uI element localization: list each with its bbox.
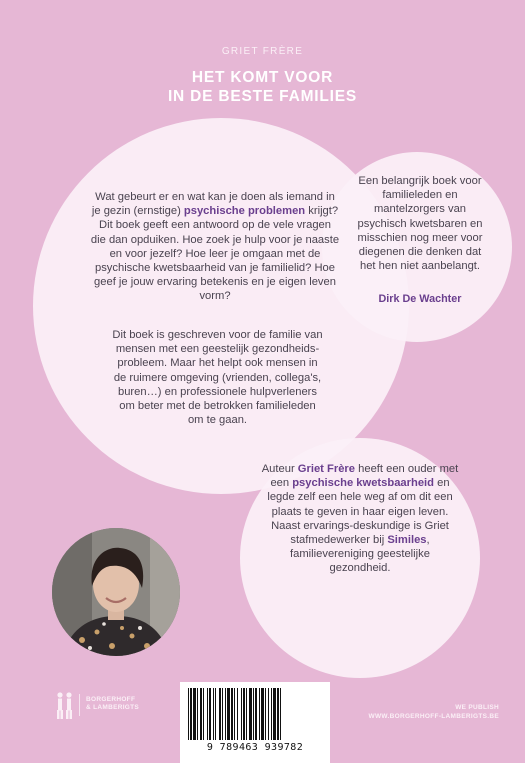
barcode-bar bbox=[222, 688, 223, 740]
barcode-bars-icon bbox=[186, 688, 322, 740]
barcode-bar bbox=[188, 688, 189, 740]
barcode-bar bbox=[268, 688, 269, 740]
barcode-bar bbox=[231, 688, 233, 740]
barcode-bar bbox=[273, 688, 276, 740]
barcode-bar bbox=[190, 688, 192, 740]
quote-attribution: Dirk De Wachter bbox=[378, 293, 462, 305]
blurb-paragraph-2: Dit boek is geschreven voor de familie van mensen met een geestelijk gezondheids-probleem. Maar het helpt ook mensen in de ruimere omgeving (vrienden, collega's, buren…) en professionele hulpverleners om beter met de betrokken familieleden om te gaan. bbox=[112, 329, 323, 427]
barcode-bar bbox=[241, 688, 242, 740]
barcode-bar bbox=[193, 688, 196, 740]
barcode-bar bbox=[249, 688, 252, 740]
barcode-bar bbox=[246, 688, 247, 740]
barcode-bar bbox=[277, 688, 279, 740]
bio-highlight: psychische kwetsbaarheid bbox=[292, 477, 434, 490]
barcode-bar bbox=[213, 688, 214, 740]
title-line-1: HET KOMT VOOR bbox=[191, 69, 334, 86]
title-line-2: IN DE BESTE FAMILIES bbox=[167, 88, 358, 105]
author-name: GRIET FRÈRE bbox=[221, 46, 304, 57]
barcode-bar bbox=[209, 688, 211, 740]
bio-text-4: , familievereniging geestelijke gezondheid. bbox=[290, 534, 430, 575]
book-title bbox=[0, 68, 525, 106]
bio-author-name: Griet Frère bbox=[297, 463, 356, 475]
bio-text-2: heeft een ouder met een bbox=[270, 463, 459, 490]
barcode-bar bbox=[207, 688, 208, 740]
blurb-paragraph-1 bbox=[90, 190, 340, 304]
bio-text-1: Auteur bbox=[261, 463, 298, 475]
barcode-bar bbox=[200, 688, 202, 740]
publisher-slogan bbox=[369, 703, 499, 721]
barcode-bar bbox=[219, 688, 221, 740]
barcode bbox=[180, 682, 330, 763]
barcode-bar bbox=[203, 688, 204, 740]
author-portrait-icon bbox=[52, 528, 180, 656]
bio-organization: Similes bbox=[387, 534, 427, 547]
barcode-bar bbox=[259, 688, 260, 740]
publisher-name bbox=[86, 696, 139, 712]
barcode-bar bbox=[271, 688, 272, 740]
barcode-bar bbox=[197, 688, 198, 740]
barcode-bar bbox=[243, 688, 245, 740]
blurb-text-rest: krijgt? Dit boek geeft een antwoord op de vele vragen die dan opduiken. Hoe zoek je hulp voor je naaste en voor jezelf? Hoe leer je omgaan met de psychische kwetsbaarheid van je familielid? Hoe geef je jouw ervaring betekenis en je eigen leven vorm? bbox=[90, 205, 340, 303]
barcode-bar bbox=[265, 688, 266, 740]
barcode-bar bbox=[215, 688, 216, 740]
author-photo bbox=[52, 528, 180, 656]
blurb-text: Wat gebeurt er en wat kan je doen als iemand in je gezin (ernstige) bbox=[91, 191, 335, 218]
slogan-text: WE PUBLISH bbox=[455, 704, 499, 711]
isbn-number: 9 789463 939782 bbox=[206, 742, 304, 753]
publisher-website-link[interactable]: WWW.BORGERHOFF-LAMBERIGTS.BE bbox=[368, 713, 499, 720]
barcode-bar bbox=[237, 688, 238, 740]
barcode-bar bbox=[234, 688, 235, 740]
barcode-bar bbox=[261, 688, 264, 740]
barcode-bar bbox=[280, 688, 281, 740]
barcode-bar bbox=[253, 688, 254, 740]
review-quote: Een belangrijk boek voor familieleden en mantelzorgers van psychisch kwetsbaren en misschien nog meer voor diegenen die denken dat het hen niet aanbelangt. bbox=[357, 175, 483, 273]
barcode-bar bbox=[227, 688, 230, 740]
author-bio bbox=[260, 462, 460, 576]
barcode-bar bbox=[225, 688, 226, 740]
publisher-line-1: BORGERHOFF bbox=[86, 696, 136, 703]
blurb-highlight: psychische problemen bbox=[183, 205, 306, 218]
barcode-bar bbox=[255, 688, 257, 740]
publisher-line-2: & LAMBERIGTS bbox=[86, 704, 140, 711]
bio-text-3: en legde zelf een hele weg af om dit een plaats te geven in haar eigen leven. Naast ervarings-deskundige is Griet stafmedewerker bij bbox=[267, 477, 453, 547]
